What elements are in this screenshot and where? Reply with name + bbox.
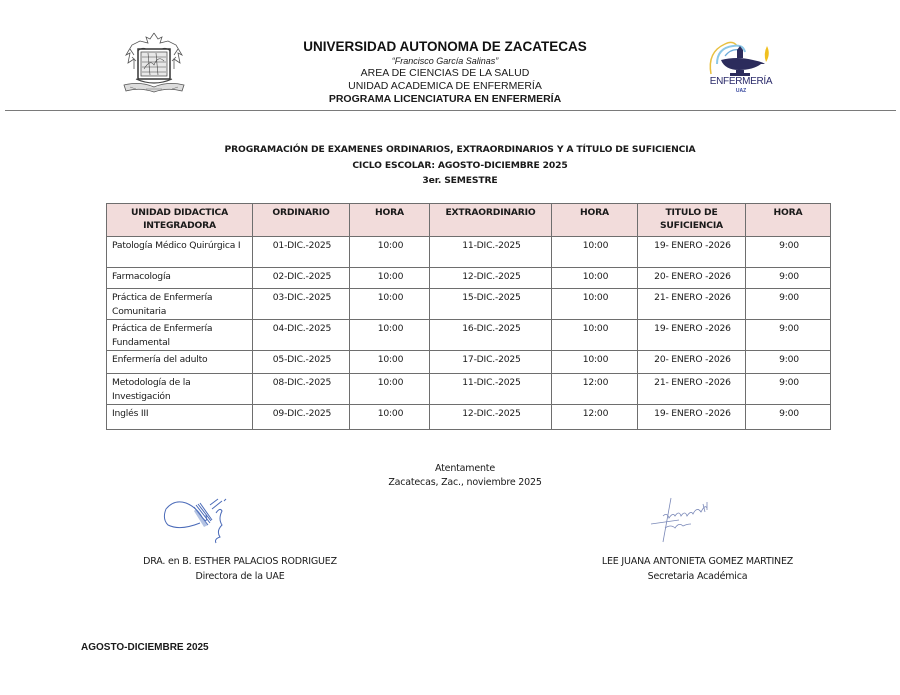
program-name: PROGRAMA LICENCIATURA EN ENFERMERÍA xyxy=(328,93,562,105)
sufficiency-date-cell: 19- ENERO -2026 xyxy=(638,405,746,430)
ordinary-time-cell: 10:00 xyxy=(350,374,430,405)
sufficiency-date-cell: 21- ENERO -2026 xyxy=(638,374,746,405)
unit-name: UNIDAD ACADEMICA DE ENFERMERÍA xyxy=(348,80,542,92)
sufficiency-date-cell: 20- ENERO -2026 xyxy=(638,351,746,374)
ordinary-time-cell: 10:00 xyxy=(350,237,430,268)
ordinary-date-cell: 05-DIC.-2025 xyxy=(253,351,350,374)
subject-cell: Práctica de Enfermería Fundamental xyxy=(107,320,253,351)
extraordinary-date-cell: 16-DIC.-2025 xyxy=(430,320,552,351)
institution-header xyxy=(250,38,640,106)
table-header-row xyxy=(107,204,831,237)
sufficiency-date-cell: 20- ENERO -2026 xyxy=(638,268,746,289)
ordinary-date-cell: 03-DIC.-2025 xyxy=(253,289,350,320)
header-divider xyxy=(5,110,896,111)
extraordinary-date-cell: 17-DIC.-2025 xyxy=(430,351,552,374)
extraordinary-date-cell: 12-DIC.-2025 xyxy=(430,268,552,289)
subject-cell: Farmacología xyxy=(107,268,253,289)
document-title xyxy=(150,142,770,189)
ordinary-time-cell: 10:00 xyxy=(350,320,430,351)
signer-role: Directora de la UAE xyxy=(195,571,285,582)
sufficiency-time-cell: 9:00 xyxy=(746,268,831,289)
logo-brand-sub: UAZ xyxy=(735,88,747,94)
extraordinary-time-cell: 10:00 xyxy=(552,351,638,374)
nursing-lamp-logo xyxy=(703,34,779,96)
extraordinary-time-cell: 12:00 xyxy=(552,405,638,430)
sufficiency-date-cell: 19- ENERO -2026 xyxy=(638,320,746,351)
column-header: HORA xyxy=(746,204,831,237)
ordinary-date-cell: 04-DIC.-2025 xyxy=(253,320,350,351)
subject-cell: Metodología de la Investigación xyxy=(107,374,253,405)
signer-name: DRA. en B. ESTHER PALACIOS RODRIGUEZ xyxy=(143,556,337,567)
column-header: UNIDAD DIDACTICA INTEGRADORA xyxy=(107,204,253,237)
extraordinary-time-cell: 12:00 xyxy=(552,374,638,405)
secretary-signature-image xyxy=(645,494,725,546)
extraordinary-time-cell: 10:00 xyxy=(552,289,638,320)
area-name: AREA DE CIENCIAS DE LA SALUD xyxy=(360,67,530,79)
extraordinary-time-cell: 10:00 xyxy=(552,237,638,268)
sufficiency-time-cell: 9:00 xyxy=(746,374,831,405)
ordinary-date-cell: 01-DIC.-2025 xyxy=(253,237,350,268)
column-header: EXTRAORDINARIO xyxy=(430,204,552,237)
extraordinary-date-cell: 12-DIC.-2025 xyxy=(430,405,552,430)
table-row xyxy=(107,237,831,268)
sufficiency-time-cell: 9:00 xyxy=(746,237,831,268)
subject-cell: Enfermería del adulto xyxy=(107,351,253,374)
ordinary-time-cell: 10:00 xyxy=(350,289,430,320)
closing-block xyxy=(330,462,600,490)
title-line-1: PROGRAMACIÓN DE EXAMENES ORDINARIOS, EXTRAORDINARIOS Y A TÍTULO DE SUFICIENCIA xyxy=(224,144,696,155)
sufficiency-time-cell: 9:00 xyxy=(746,320,831,351)
closing-place-date: Zacatecas, Zac., noviembre 2025 xyxy=(388,477,542,488)
extraordinary-date-cell: 11-DIC.-2025 xyxy=(430,237,552,268)
column-header: HORA xyxy=(350,204,430,237)
page-footer: AGOSTO-DICIEMBRE 2025 xyxy=(81,642,209,653)
signer-role: Secretaria Académica xyxy=(647,571,748,582)
extraordinary-date-cell: 15-DIC.-2025 xyxy=(430,289,552,320)
sufficiency-time-cell: 9:00 xyxy=(746,289,831,320)
sufficiency-date-cell: 21- ENERO -2026 xyxy=(638,289,746,320)
column-header: HORA xyxy=(552,204,638,237)
director-signature-image xyxy=(160,493,250,545)
logo-brand-text: ENFERMERÍA xyxy=(709,76,773,87)
table-row xyxy=(107,405,831,430)
exam-schedule-table xyxy=(106,203,831,430)
ordinary-date-cell: 02-DIC.-2025 xyxy=(253,268,350,289)
university-seal-logo xyxy=(120,29,188,97)
column-header: TITULO DE SUFICIENCIA xyxy=(638,204,746,237)
closing-salutation: Atentamente xyxy=(435,463,495,474)
sufficiency-time-cell: 9:00 xyxy=(746,405,831,430)
table-row xyxy=(107,351,831,374)
secretary-signature-block xyxy=(565,554,830,584)
column-header: ORDINARIO xyxy=(253,204,350,237)
table-row xyxy=(107,268,831,289)
ordinary-date-cell: 08-DIC.-2025 xyxy=(253,374,350,405)
signer-name: LEE JUANA ANTONIETA GOMEZ MARTINEZ xyxy=(601,556,794,567)
subject-cell: Inglés III xyxy=(107,405,253,430)
subject-cell: Patología Médico Quirúrgica I xyxy=(107,237,253,268)
ordinary-time-cell: 10:00 xyxy=(350,351,430,374)
table-row xyxy=(107,320,831,351)
extraordinary-time-cell: 10:00 xyxy=(552,320,638,351)
table-row xyxy=(107,374,831,405)
university-name: UNIVERSIDAD AUTONOMA DE ZACATECAS xyxy=(303,39,587,54)
extraordinary-date-cell: 11-DIC.-2025 xyxy=(430,374,552,405)
sufficiency-time-cell: 9:00 xyxy=(746,351,831,374)
ordinary-time-cell: 10:00 xyxy=(350,405,430,430)
director-signature-block xyxy=(110,554,370,584)
subject-cell: Práctica de Enfermería Comunitaria xyxy=(107,289,253,320)
sufficiency-date-cell: 19- ENERO -2026 xyxy=(638,237,746,268)
title-line-3: 3er. SEMESTRE xyxy=(422,175,498,186)
extraordinary-time-cell: 10:00 xyxy=(552,268,638,289)
ordinary-time-cell: 10:00 xyxy=(350,268,430,289)
table-row xyxy=(107,289,831,320)
title-line-2: CICLO ESCOLAR: AGOSTO-DICIEMBRE 2025 xyxy=(352,159,568,171)
ordinary-date-cell: 09-DIC.-2025 xyxy=(253,405,350,430)
university-motto: “Francisco García Salinas” xyxy=(391,56,499,66)
